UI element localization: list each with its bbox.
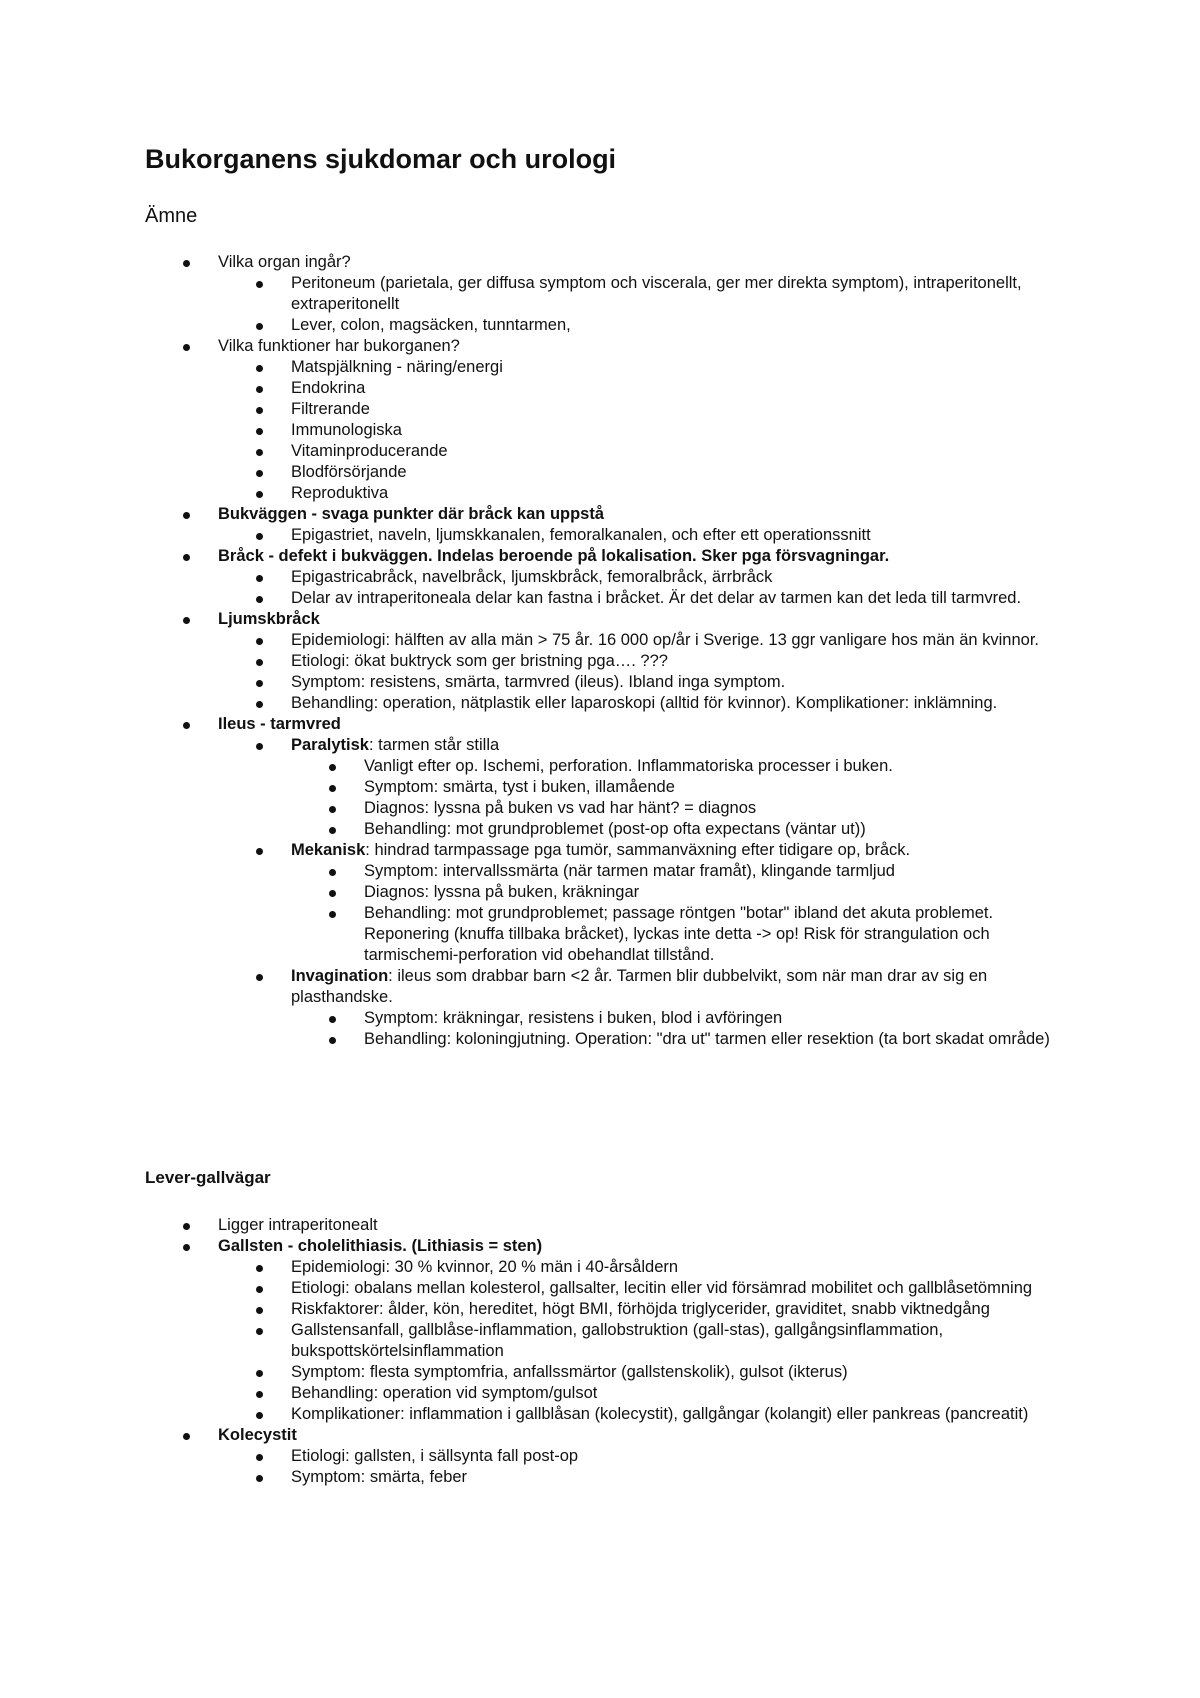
list-item-text: Etiologi: gallsten, i sällsynta fall post-op: [291, 1447, 579, 1465]
list-item: [145, 1425, 1065, 1446]
list-item: [145, 693, 1065, 714]
list-item: [145, 567, 1065, 588]
list-item: [145, 735, 1065, 756]
list-item-text: Epidemiologi: 30 % kvinnor, 20 % män i 40-årsåldern: [291, 1258, 679, 1276]
list-item-text: : tarmen står stilla: [368, 736, 500, 754]
list-item-text: Symptom: kräkningar, resistens i buken, blod i avföringen: [364, 1009, 783, 1027]
list-item: [145, 525, 1065, 546]
bullet-list-amne: [145, 252, 1065, 1050]
list-item-bold-text: Kolecystit: [218, 1426, 297, 1444]
list-item-text: Immunologiska: [291, 421, 402, 439]
list-item-text: Symptom: resistens, smärta, tarmvred (ileus). Ibland inga symptom.: [291, 673, 786, 691]
list-item: [145, 504, 1065, 525]
list-item-bold-text: Mekanisk: [291, 841, 366, 859]
list-item: [145, 1446, 1065, 1467]
list-item: [145, 1257, 1065, 1278]
list-item-bold-text: Paralytisk: [291, 736, 369, 754]
list-item: [145, 1236, 1065, 1257]
section-heading-lever-gallvagar: Lever-gallvägar: [145, 1168, 271, 1187]
list-item: [145, 252, 1065, 273]
list-item-text: Endokrina: [291, 379, 366, 397]
list-item-bold-text: Bråck - defekt i bukväggen. Indelas beroende på lokalisation. Sker pga försvagningar.: [218, 547, 890, 565]
list-item: [145, 1320, 1065, 1362]
list-item-text: Komplikationer: inflammation i gallblåsan (kolecystit), gallgångar (kolangit) eller pankreas (pancreatit): [291, 1405, 1029, 1423]
list-item-text: Vilka organ ingår?: [218, 253, 351, 271]
list-item: [145, 588, 1065, 609]
list-item-text: Epidemiologi: hälften av alla män > 75 år. 16 000 op/år i Sverige. 13 ggr vanligare hos män än kvinnor.: [291, 631, 1040, 649]
list-item-bold-text: Ileus - tarmvred: [218, 715, 341, 733]
list-item-text: Symptom: smärta, feber: [291, 1468, 468, 1486]
list-item-text: Delar av intraperitoneala delar kan fastna i bråcket. Är det delar av tarmen kan det leda till tarmvred.: [291, 589, 1022, 607]
list-item: [145, 651, 1065, 672]
list-item-text: Filtrerande: [291, 400, 370, 418]
list-item-text: Behandling: mot grundproblemet; passage röntgen "botar" ibland det akuta problemet. Reponering (knuffa tillbaka bråcket), lyckas inte detta -> op! Risk för strangulation och tarmischemi-perforation vid obehandlat tillstånd.: [364, 904, 994, 964]
list-item-text: Symptom: flesta symptomfria, anfallssmärtor (gallstenskolik), gulsot (ikterus): [291, 1363, 848, 1381]
list-item-bold-text: Invagination: [291, 967, 389, 985]
list-item-text: Ligger intraperitonealt: [218, 1216, 378, 1234]
list-item: [145, 462, 1065, 483]
list-item-text: Vanligt efter op. Ischemi, perforation. Inflammatoriska processer i buken.: [364, 757, 893, 775]
list-item: [145, 399, 1065, 420]
list-item-text: Epigastriet, naveln, ljumskkanalen, femoralkanalen, och efter ett operationssnitt: [291, 526, 871, 544]
list-item: [145, 1467, 1065, 1488]
list-item-text: Vilka funktioner har bukorganen?: [218, 337, 460, 355]
list-item-text: Diagnos: lyssna på buken, kräkningar: [364, 883, 640, 901]
list-item: [145, 861, 1065, 882]
list-item: [145, 819, 1065, 840]
list-item-text: Behandling: operation vid symptom/gulsot: [291, 1384, 598, 1402]
bullet-list-lever-gallvagar: [145, 1215, 1065, 1488]
list-item-text: Reproduktiva: [291, 484, 389, 502]
list-item: [145, 630, 1065, 651]
list-item: [145, 903, 1065, 966]
list-item: [145, 441, 1065, 462]
list-item-text: Epigastricabråck, navelbråck, ljumskbråck, femoralbråck, ärrbråck: [291, 568, 773, 586]
list-item: [145, 336, 1065, 357]
list-item: [145, 1299, 1065, 1320]
list-item-text: Blodförsörjande: [291, 463, 407, 481]
list-item-bold-text: Bukväggen - svaga punkter där bråck kan uppstå: [218, 505, 605, 523]
list-item-text: Gallstensanfall, gallblåse-inflammation, gallobstruktion (gall-stas), gallgångsinflammation, bukspottskörtelsinflammation: [291, 1321, 944, 1360]
list-item-text: Etiologi: ökat buktryck som ger bristning pga…. ???: [291, 652, 668, 670]
list-item-text: Riskfaktorer: ålder, kön, hereditet, högt BMI, förhöjda triglycerider, graviditet, snabb viktnedgång: [291, 1300, 990, 1318]
list-item: [145, 273, 1065, 315]
list-item: [145, 1278, 1065, 1299]
list-item-text: Matspjälkning - näring/energi: [291, 358, 503, 376]
list-item: [145, 777, 1065, 798]
list-item: [145, 1008, 1065, 1029]
list-item-text: Symptom: smärta, tyst i buken, illamående: [364, 778, 675, 796]
list-item: [145, 1029, 1065, 1050]
list-item: [145, 609, 1065, 630]
list-item: [145, 1362, 1065, 1383]
list-item: [145, 840, 1065, 861]
list-item-text: Peritoneum (parietala, ger diffusa symptom och viscerala, ger mer direkta symptom), intraperitonellt, extraperitonellt: [291, 274, 1022, 313]
list-item: [145, 315, 1065, 336]
list-item: [145, 672, 1065, 693]
list-item-bold-text: Ljumskbråck: [218, 610, 320, 628]
list-item: [145, 882, 1065, 903]
list-item: [145, 966, 1065, 1008]
list-item: [145, 1404, 1065, 1425]
list-item-text: Symptom: intervallssmärta (när tarmen matar framåt), klingande tarmljud: [364, 862, 895, 880]
list-item: [145, 1383, 1065, 1404]
list-item-text: Vitaminproducerande: [291, 442, 448, 460]
list-item-text: Etiologi: obalans mellan kolesterol, gallsalter, lecitin eller vid försämrad mobilitet och gallblåsetömning: [291, 1279, 1033, 1297]
list-item: [145, 420, 1065, 441]
page-subtitle: Ämne: [145, 205, 198, 227]
list-item: [145, 798, 1065, 819]
list-item-text: Behandling: mot grundproblemet (post-op ofta expectans (väntar ut)): [364, 820, 866, 838]
list-item-text: : hindrad tarmpassage pga tumör, sammanväxning efter tidigare op, bråck.: [365, 841, 911, 859]
list-item: [145, 1215, 1065, 1236]
list-item-bold-text: Gallsten - cholelithiasis. (Lithiasis = sten): [218, 1237, 543, 1255]
page-title: Bukorganens sjukdomar och urologi: [145, 144, 617, 174]
list-item: [145, 357, 1065, 378]
list-item: [145, 378, 1065, 399]
list-item-text: : ileus som drabbar barn <2 år. Tarmen blir dubbelvikt, som när man drar av sig en plasthandske.: [291, 967, 988, 1006]
list-item: [145, 546, 1065, 567]
list-item-text: Behandling: koloningjutning. Operation: "dra ut" tarmen eller resektion (ta bort skadat område): [364, 1030, 1050, 1048]
list-item-text: Lever, colon, magsäcken, tunntarmen,: [291, 316, 571, 334]
list-item-text: Behandling: operation, nätplastik eller laparoskopi (alltid för kvinnor). Komplikationer: inklämning.: [291, 694, 998, 712]
list-item-text: Diagnos: lyssna på buken vs vad har hänt? = diagnos: [364, 799, 757, 817]
list-item: [145, 756, 1065, 777]
list-item: [145, 483, 1065, 504]
list-item: [145, 714, 1065, 735]
